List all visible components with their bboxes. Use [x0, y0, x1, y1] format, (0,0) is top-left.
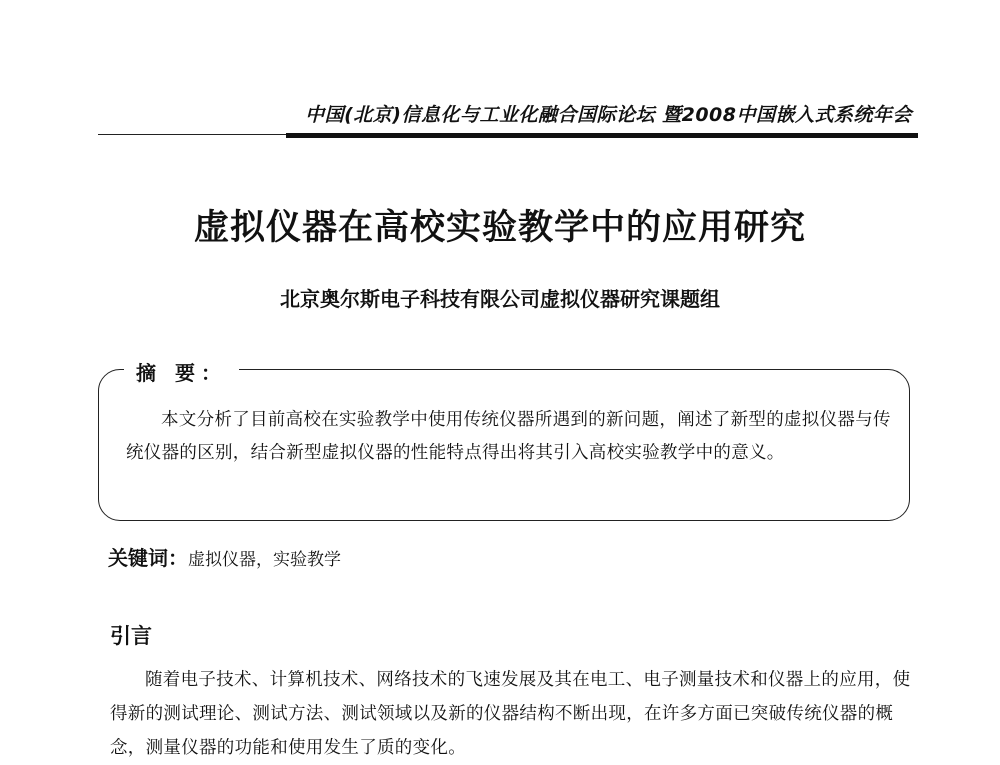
- abstract-heading: 摘 要：: [124, 357, 239, 386]
- header-rule-thick: [286, 133, 918, 138]
- keywords: [108, 542, 341, 571]
- running-header: 中国(北京)信息化与工业化融合国际论坛 暨2008中国嵌入式系统年会: [305, 104, 912, 126]
- paper-title: 虚拟仪器在高校实验教学中的应用研究: [193, 208, 806, 248]
- abstract-body: [126, 404, 892, 470]
- paper-authors: 北京奥尔斯电子科技有限公司虚拟仪器研究课题组: [280, 287, 720, 311]
- abstract-text: 本文分析了目前高校在实验教学中使用传统仪器所遇到的新问题，阐述了新型的虚拟仪器与传统仪器的区别，结合新型虚拟仪器的性能特点得出将其引入高校实验教学中的意义。: [126, 410, 891, 463]
- keywords-label: 关键词：: [108, 546, 188, 570]
- section-heading-intro: 引言: [110, 624, 152, 648]
- intro-body: [110, 663, 916, 765]
- keywords-value: 虚拟仪器，实验教学: [188, 550, 341, 570]
- intro-paragraph: 随着电子技术、计算机技术、网络技术的飞速发展及其在电工、电子测量技术和仪器上的应用，使得新的测试理论、测试方法、测试领域以及新的仪器结构不断出现，在许多方面已突破传统仪器的概念，测量仪器的功能和使用发生了质的变化。: [110, 670, 911, 758]
